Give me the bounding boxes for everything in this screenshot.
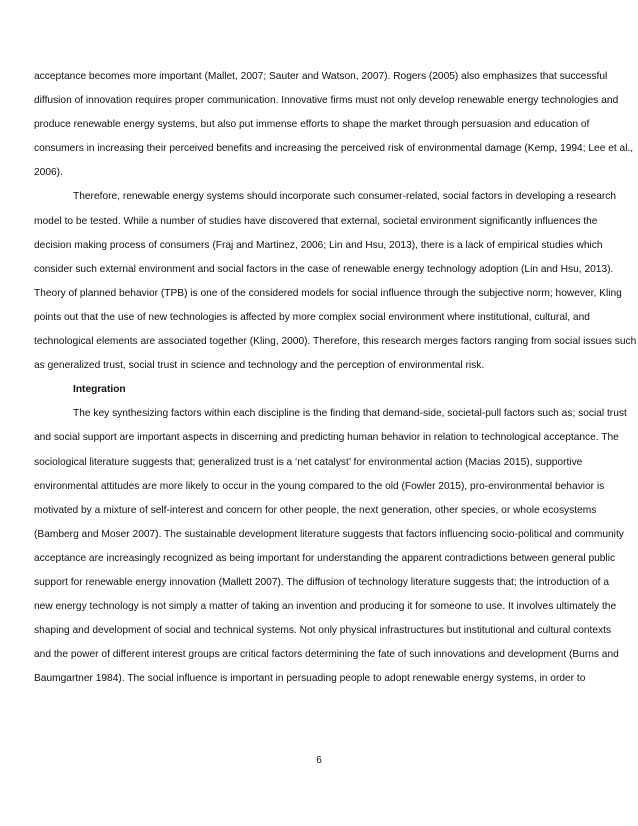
body-text [34, 65, 637, 691]
text-line: 2006). [34, 167, 63, 179]
paragraph-1 [34, 65, 634, 185]
text-line: (Bamberg and Moser 2007). The sustainable development literature suggests that factors influencing socio-political and community [34, 528, 624, 540]
text-line: The key synthesizing factors within each discipline is the finding that demand-side, societal-pull factors such as; social trust [73, 408, 627, 420]
text-line: Baumgartner 1984). The social influence is important in persuading people to adopt renewable energy systems, in order to [34, 673, 586, 685]
text-line: model to be tested. While a number of studies have discovered that external, societal environment significantly influences the [34, 215, 598, 227]
text-line: and social support are important aspects in discerning and predicting human behavior in relation to technological acceptance. The [34, 432, 619, 444]
paragraph-2 [34, 185, 637, 378]
text-line: produce renewable energy systems, but also put immense efforts to shape the market through persuasion and education of [34, 119, 590, 131]
text-line: Therefore, renewable energy systems should incorporate such consumer-related, social factors in developing a research [73, 191, 617, 203]
text-line: and the power of different interest groups are critical factors determining the fate of such innovations and development (Burns and [34, 649, 619, 661]
text-line: consumers in increasing their perceived benefits and increasing the perceived risk of environmental damage (Kemp, 1994; Lee et al., [34, 143, 634, 155]
text-line: motivated by a mixture of self-interest and concern for other people, the next generation, other species, or whole ecosystems [34, 504, 597, 516]
text-line: new energy technology is not simply a matter of taking an invention and producing it for someone to use. It involves ultimately the [34, 601, 617, 613]
text-line: acceptance are increasingly recognized as being important for understanding the apparent contradictions between general public [34, 552, 616, 564]
text-line: environmental attitudes are more likely to occur in the young compared to the old (Fowler 2015), pro-environmental behavior is [34, 480, 605, 492]
text-line: points out that the use of new technologies is affected by more complex social environment where institutional, cultural, and [34, 311, 590, 323]
text-line: acceptance becomes more important (Mallet, 2007; Sauter and Watson, 2007). Rogers (2005) also emphasizes that successful [34, 71, 608, 82]
paragraph-3 [34, 402, 627, 691]
text-line: technological elements are associated together (Kling, 2000). Therefore, this research merges factors ranging from social issues such [34, 336, 637, 348]
text-line: Theory of planned behavior (TPB) is one of the considered models for social influence through the subjective norm; however, Kling [34, 287, 622, 299]
text-line: decision making process of consumers (Fraj and Martinez, 2006; Lin and Hsu, 2013), there is a lack of empirical studies which [34, 239, 603, 251]
page-number: 6 [316, 755, 322, 766]
text-line: support for renewable energy innovation (Mallett 2007). The diffusion of technology literature suggests that; the introduction of a [34, 576, 610, 588]
section-heading: Integration [73, 384, 126, 396]
text-line: sociological literature suggests that; generalized trust is a ‘net catalyst’ for environmental action (Macias 2015), supportive [34, 456, 583, 468]
text-line: shaping and development of social and technical systems. Not only physical infrastructures but institutional and cultural contexts [34, 625, 612, 637]
text-line: consider such external environment and social factors in the case of renewable energy technology adoption (Lin and Hsu, 2013). [34, 263, 614, 275]
text-line: diffusion of innovation requires proper communication. Innovative firms must not only develop renewable energy technologies and [34, 95, 619, 107]
text-line: as generalized trust, social trust in science and technology and the perception of environmental risk. [34, 360, 485, 372]
